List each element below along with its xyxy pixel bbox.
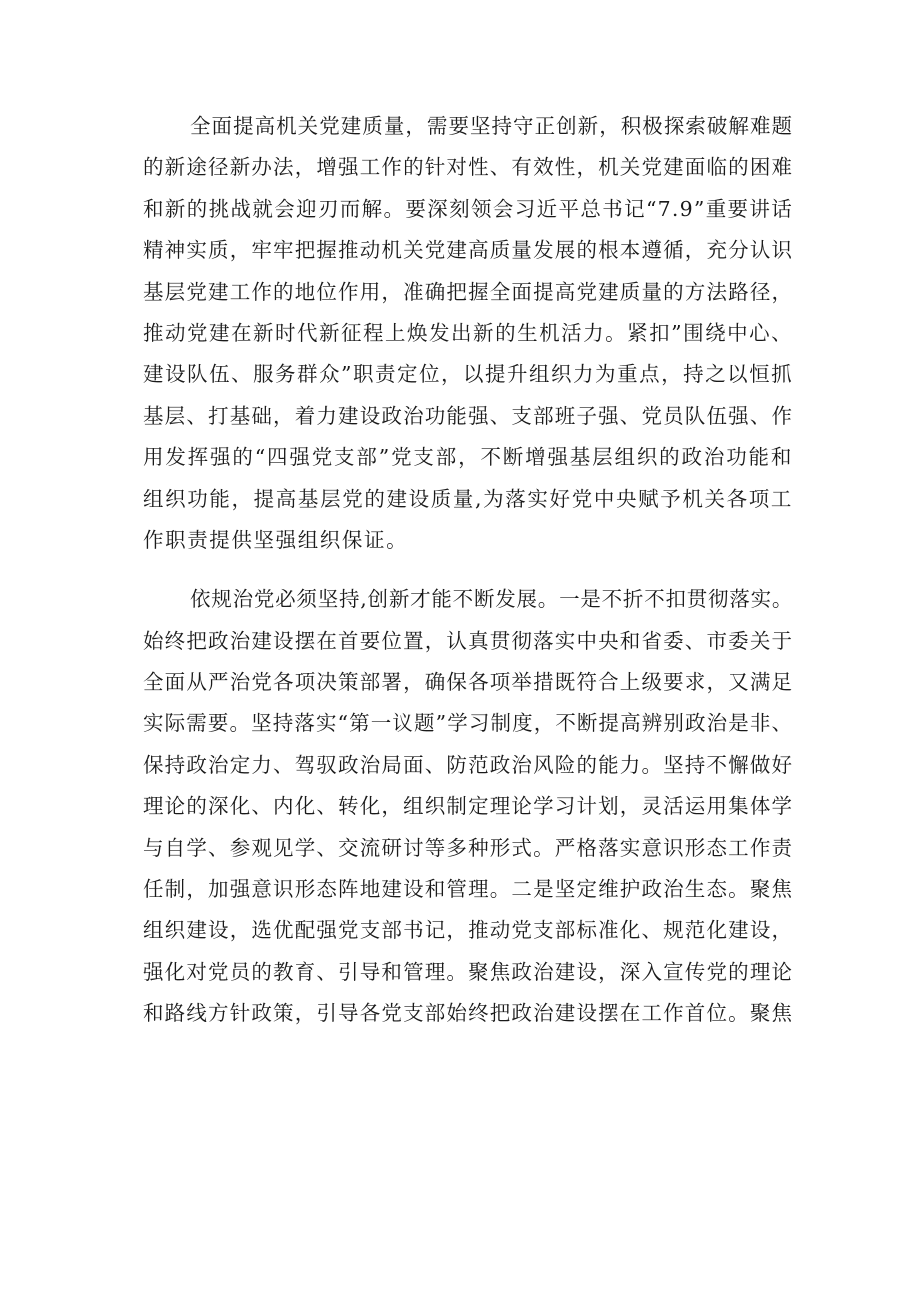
paragraph-line: 组织功能，提高基层党的建设质量,为落实好党中央赋予机关各项工 <box>143 486 793 511</box>
paragraph-line: 推动党建在新时代新征程上焕发出新的生机活力。紧扣”围绕中心、 <box>143 320 793 345</box>
paragraph-line: 全面从严治党各项决策部署，确保各项举措既符合上级要求，又满足 <box>143 670 793 695</box>
paragraph-line: 保持政治定力、驾驭政治局面、防范政治风险的能力。坚持不懈做好 <box>143 752 793 777</box>
paragraph-line: 用发挥强的“四强党支部”党支部，不断增强基层组织的政治功能和 <box>143 445 793 470</box>
paragraph-line: 和路线方针政策，引导各党支部始终把政治建设摆在工作首位。聚焦 <box>143 1001 793 1026</box>
paragraph-1 <box>143 106 793 561</box>
document-body <box>143 106 793 1035</box>
paragraph-line: 和新的挑战就会迎刃而解。要深刻领会习近平总书记“7.9”重要讲话 <box>143 196 793 221</box>
paragraph-line: 建设队伍、服务群众”职责定位，以提升组织力为重点，持之以恒抓 <box>143 362 793 387</box>
paragraph-spacer <box>143 561 793 579</box>
paragraph-line: 全面提高机关党建质量，需要坚持守正创新，积极探索破解难题 <box>190 114 793 138</box>
paragraph-line: 实际需要。坚持落实“第一议题”学习制度，不断提高辨别政治是非、 <box>143 711 793 736</box>
paragraph-line: 作职责提供坚强组织保证。 <box>143 527 409 552</box>
paragraph-line: 组织建设，选优配强党支部书记，推动党支部标准化、规范化建设， <box>143 918 793 943</box>
paragraph-2 <box>143 579 793 1034</box>
paragraph-line: 与自学、参观见学、交流研讨等多种形式。严格落实意识形态工作责 <box>143 835 793 860</box>
paragraph-line: 的新途径新办法，增强工作的针对性、有效性，机关党建面临的困难 <box>143 155 793 180</box>
paragraph-line: 精神实质，牢牢把握推动机关党建高质量发展的根本遵循，充分认识 <box>143 238 793 263</box>
paragraph-line: 强化对党员的教育、引导和管理。聚焦政治建设，深入宣传党的理论 <box>143 959 793 984</box>
paragraph-line: 依规治党必须坚持,创新才能不断发展。一是不折不扣贯彻落实。 <box>190 587 793 612</box>
paragraph-line: 始终把政治建设摆在首要位置，认真贯彻落实中央和省委、市委关于 <box>143 628 793 653</box>
paragraph-line: 任制，加强意识形态阵地建设和管理。二是坚定维护政治生态。聚焦 <box>143 877 793 902</box>
paragraph-line: 理论的深化、内化、转化，组织制定理论学习计划，灵活运用集体学 <box>143 794 793 819</box>
paragraph-line: 基层党建工作的地位作用，准确把握全面提高党建质量的方法路径， <box>143 279 793 304</box>
paragraph-line: 基层、打基础，着力建设政治功能强、支部班子强、党员队伍强、作 <box>143 403 793 428</box>
